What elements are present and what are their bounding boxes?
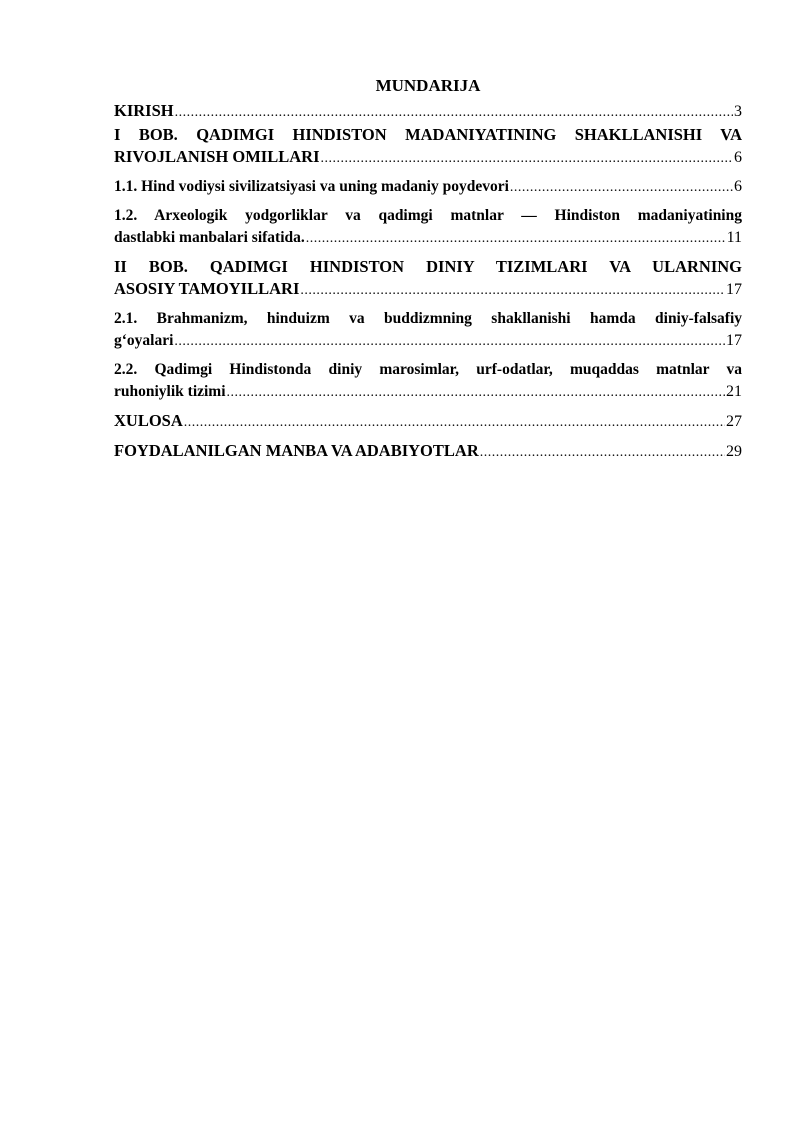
toc-entry-title: KIRISH [114, 101, 174, 120]
toc-entry-title: 1.1. Hind vodiysi sivilizatsiyasi va uning madaniy poydevori [114, 178, 509, 195]
toc-entry-section-1-2[interactable] [114, 205, 742, 250]
toc-page-number: 6 [734, 178, 742, 195]
dot-leader [175, 102, 733, 124]
toc-entry-xulosa[interactable] [114, 410, 742, 434]
toc-entry-title-line-2: ASOSIY TAMOYILLARI [114, 279, 300, 298]
dot-leader [227, 382, 725, 404]
toc-entry-section-2-2[interactable] [114, 359, 742, 404]
toc-entry-section-1-1[interactable] [114, 176, 742, 199]
toc-entry-title-line-2: RIVOJLANISH OMILLARI [114, 147, 320, 166]
dot-leader [480, 442, 725, 464]
table-of-contents [114, 74, 742, 464]
toc-entry-title-line-2: ruhoniylik tizimi [114, 383, 226, 400]
toc-entry-title-line-1: 2.1. Brahmanizm, hinduizm va buddizmning shakllanishi hamda diniy-falsafiy [114, 310, 742, 327]
toc-entry-title-line-1: 2.2. Qadimgi Hindistonda diniy marosimlar, urf-odatlar, muqaddas matnlar va [114, 361, 742, 378]
toc-heading: MUNDARIJA [375, 76, 481, 95]
toc-entry-chapter-2[interactable] [114, 256, 742, 302]
toc-entry-title-line-2: dastlabki manbalari sifatida. [114, 229, 305, 246]
dot-leader [321, 148, 734, 170]
toc-entry-title: XULOSA [114, 411, 183, 430]
toc-entry-chapter-1[interactable] [114, 124, 742, 170]
toc-entry-title-line-1: II BOB. QADIMGI HINDISTON DINIY TIZIMLARI VA ULARNING [114, 257, 742, 276]
dot-leader [300, 280, 725, 302]
dot-leader [306, 228, 726, 250]
toc-page-number: 21 [726, 383, 742, 400]
toc-entry-title: FOYDALANILGAN MANBA VA ADABIYOTLAR [114, 441, 479, 460]
dot-leader [184, 412, 725, 434]
toc-entry-references[interactable] [114, 440, 742, 464]
toc-page-number: 17 [726, 281, 742, 298]
toc-page-number: 17 [726, 332, 742, 349]
toc-entry-title-line-2: g‘oyalari [114, 332, 174, 349]
toc-entry-title-line-1: 1.2. Arxeologik yodgorliklar va qadimgi matnlar — Hindiston madaniyatining [114, 207, 742, 224]
dot-leader [510, 177, 733, 199]
toc-entry-kirish[interactable] [114, 100, 742, 124]
toc-page-number: 3 [734, 103, 742, 120]
dot-leader [174, 331, 725, 353]
toc-entry-section-2-1[interactable] [114, 308, 742, 353]
toc-page-number: 11 [726, 229, 742, 246]
toc-page-number: 29 [726, 443, 742, 460]
toc-page-number: 27 [726, 413, 742, 430]
toc-page-number: 6 [734, 149, 742, 166]
toc-entry-title-line-1: I BOB. QADIMGI HINDISTON MADANIYATINING SHAKLLANISHI VA [114, 125, 742, 144]
